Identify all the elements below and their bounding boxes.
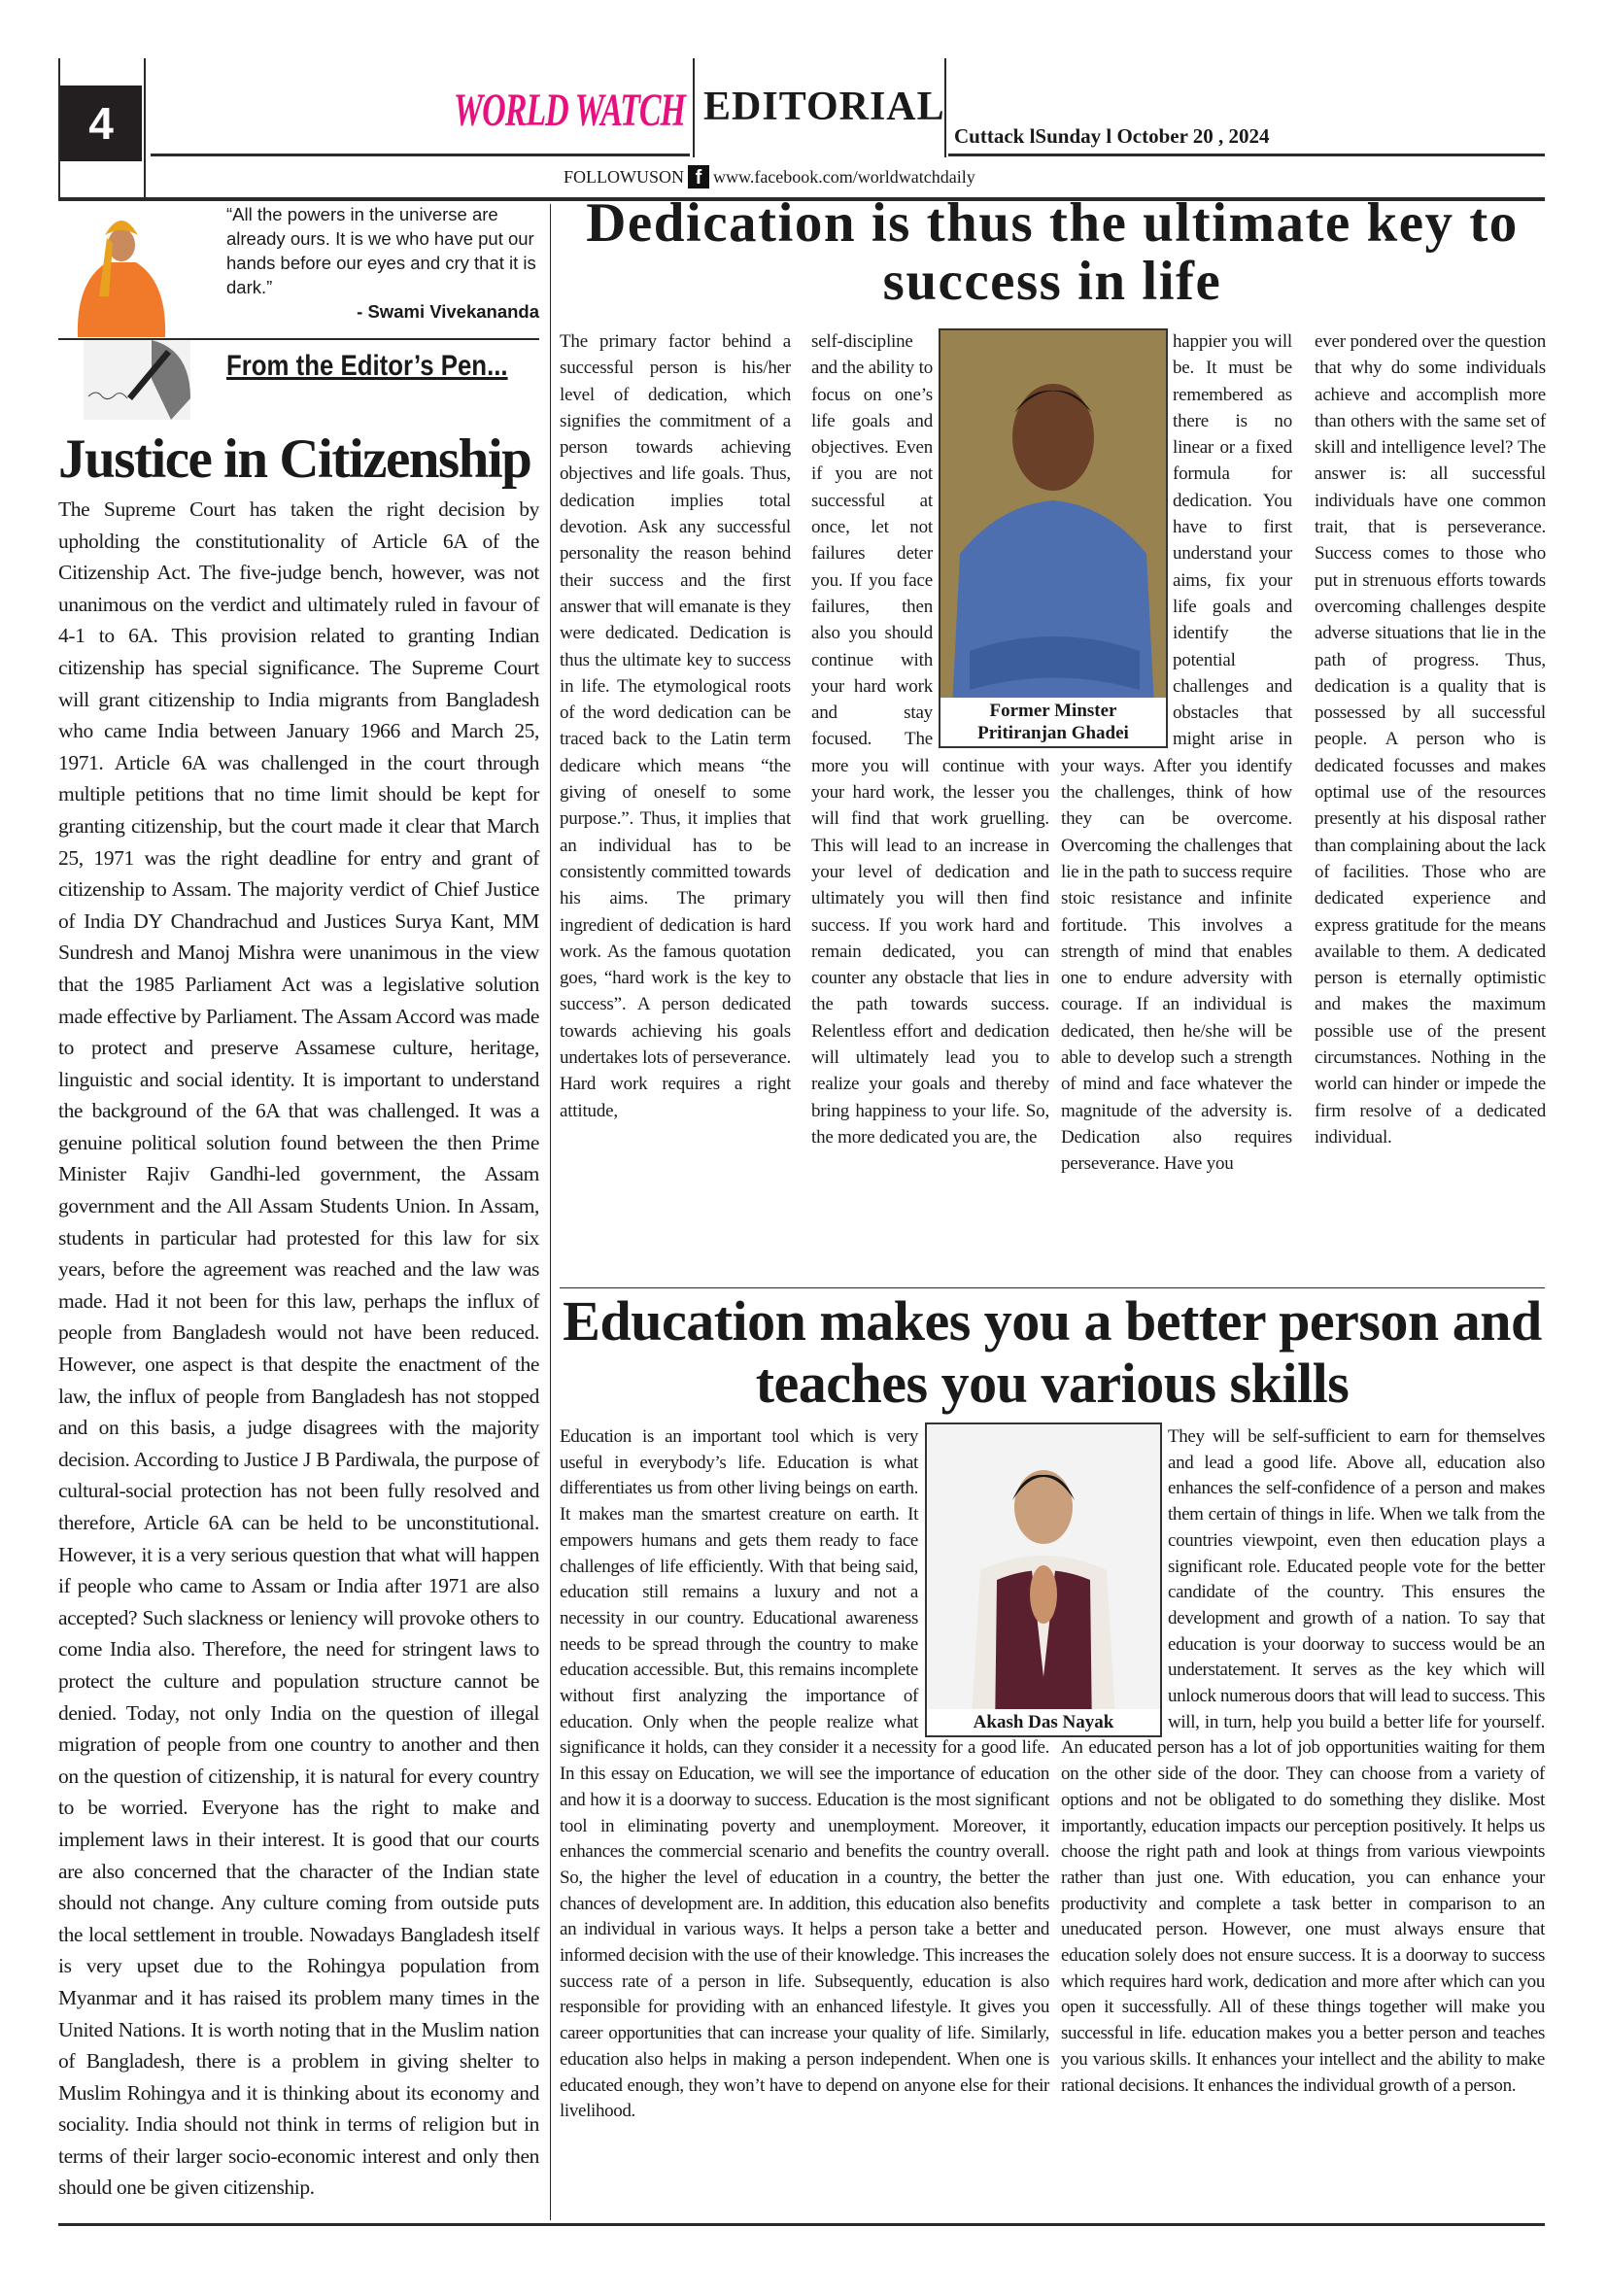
header-rule: [144, 58, 146, 200]
article1-text: The primary factor behind a successful person is his/her level of dedication, which signifies the commitment of a person towards achieving objectives and life goals. Thus, dedication implies total devotion. Ask any successful personality the reason behind their success and the first answer that will emanate is they were dedicated. Dedication is thus the ultimate key to success in life. The etymological roots of the word dedication can be traced back to the Latin term dedicare which means “the giving of oneself to some purpose.”. Thus, it implies that an individual has to be consistently committed towards his aims. The primary ingredient of dedication is hard work. As the famous quotation goes, “hard work is the key to success”. A person dedicated towards achieving his goals undertakes lots of perseverance. Hard work requires a right attitude,: [560, 331, 791, 1121]
editorial-body: The Supreme Court has taken the right decision by upholding the constitutionality of Article 6A of the Citizenship Act. The five-judge bench, however, was not unanimous on the verdict and ultimately ruled in favour of 4-1 to 6A. This provision related to granting Indian citizenship has special significance. The Supreme Court will grant citizenship to India migrants from Bangladesh who came India between January 1966 and March 25, 1971. Article 6A was challenged in the court through multiple petitions that no time limit should be kept for granting citizenship, but the court made it clear that March 25, 1971 was the right deadline for entry and grant of citizenship to Assam. The majority verdict of Chief Justice of India DY Chandrachud and Justices Surya Kant, MM Sundresh and Manoj Mishra were unanimous in the view that the 1985 Parliament Act was a legislative solution made effective by Parliament. The Assam Accord was made to protect and preserve Assamese culture, heritage, linguistic and social identity. It is important to understand the background of the 6A that was challenged. It was a genuine political solution found between the then Prime Minister Rajiv Gandhi-led government, the Assam government and the All Assam Students Union. In Assam, students in particular had protested for this law for six years, before the agreement was reached and the law was made. Had it not been for this law, perhaps the influx of people from Bangladesh would not have been reduced. However, one aspect is that despite the enactment of the law, the influx of people from Bangladesh has not stopped and on this basis, a judge disagrees with the majority decision. According to Justice J B Pardiwala, the purpose of cultural-social protection has not been fully resolved and therefore, Article 6A can be held to be unconstitutional. However, it is a very serious question that what will happen if people who came to Assam or India after 1971 are also accepted? Such slackness or leniency will provoke others to come India also. Therefore, the need for stringent laws to protect the culture and population structure cannot be denied. Today, not only India on the question of illegal migration of people from one country to another and then on the question of citizenship, it is natural for every country to be worried. Everyone has the right to make and implement laws in their interest. It is good that our courts are also concerned that the character of the Indian state should not change. Any culture coming from outside puts the local settlement in trouble. Nowadays Bangladesh itself is very upset due to the Rohingya population from Myanmar and it has raised its problem many times in the United Nations. It is worth noting that in the Muslim nation of Bangladesh, there is a problem in giving shelter to Muslim Rohingya and it is thinking about its economy and sociality. India should not think in terms of religion but in terms of their larger socio-economic interest and only then should one be given citizenship.: [58, 497, 539, 2200]
quote-author: - Swami Vivekananda: [357, 301, 539, 322]
world-watch-logo: WORLD WATCH: [453, 86, 685, 137]
facebook-icon: f: [688, 165, 709, 188]
article1-text: happier you will be. It must be remembered as there is no linear or a fixed formula for dedication. You have to first understand your aims, fix your life goals and identify the potential challenges and obstacles that might arise in your ways. After you identify the challenges, think of how they can be overcome. Overcoming the challenges that lie in the path to success require stoic resistance and infinite fortitude. This involves a strength of mind that enables one to endure adversity with courage. If an individual is dedicated, then he/she will be able to develop such a strength of mind and face whatever the magnitude of the adversity is. Dedication also requires perseverance. Have you: [1061, 331, 1292, 1175]
photo-caption: [940, 698, 1166, 746]
section-title: EDITORIAL: [703, 85, 945, 129]
article1-text: self-discipline and the ability to focus on one’s life goals and objectives. Even if you are not successful at once, let not failures deter you. If you face failures, then also you should continue with your hard work and stay focused. The more you will continue with your hard work, the lesser you will find that work gruelling. This will lead to an increase in your level of dedication and ultimately you will then find success. If you work hard and remain dedicated, you can counter any obstacle that lies in the path towards success. Relentless effort and dedication will ultimately lead you to realize your goals and thereby bring happiness to your life. So, the more dedicated you are, the: [811, 331, 1049, 1148]
editors-pen-title: From the Editor’s Pen...: [226, 350, 508, 382]
portrait-image: [927, 1424, 1160, 1735]
akash-das-nayak-photo: [925, 1422, 1162, 1737]
vivekananda-portrait: [68, 204, 170, 337]
dateline: Cuttack lSunday l October 20 , 2024: [954, 124, 1270, 148]
article1-headline: Dedication is thus the ultimate key to success in life: [586, 192, 1519, 312]
header-divider: [693, 58, 695, 157]
portrait-image: [940, 330, 1166, 746]
page-number: 4: [60, 86, 142, 161]
article2-headline: Education makes you a better person and teaches you various skills: [563, 1289, 1542, 1415]
editorial-title: Justice in Citizenship: [58, 428, 531, 490]
article2-text: Education is an important tool which is very useful in everybody’s life. Education is what differentiates us from other living beings on earth. It makes man the smartest creature on earth. It empowers humans and gets them ready to face challenges of life efficiently. With that being said, education still remains a luxury and not a necessity in our country. Educational awareness needs to be spread through the country to make education accessible. But, this remains incomplete without first analyzing the importance of education. Only when the people realize what significance it holds, can they consider it a necessity for a good life. In this essay on Education, we will see the importance of education and how it is a doorway to success. Education is the most significant tool in eliminating poverty and unemployment. Moreover, it enhances the commercial scenario and benefits the country overall. So, the higher the level of education in a country, the better the chances of development are. In addition, this education also benefits an individual in various ways. It helps a person take a better and informed decision with the use of their knowledge. This increases the success rate of a person in life. Subsequently, education is also responsible for providing with an enhanced lifestyle. It gives you career opportunities that can increase your quality of life. Similarly, education also helps in making a person independent. When one is educated enough, they won’t have to depend on anyone else for their livelihood.: [560, 1426, 1049, 2122]
header-underline: [948, 154, 1545, 156]
article1-text: ever pondered over the question that why do some individuals achieve and accomplish more than others with the same set of skill and intelligence level? The answer is: all successful individuals have one common trait, that is perseverance. Success comes to those who put in strenuous efforts towards overcoming challenges despite adverse situations that lie in the path of progress. Thus, dedication is a quality that is possessed by all successful people. A person who is dedicated focusses and makes optimal use of the resources presently at his disposal rather than complaining about the lack of facilities. Those who are dedicated experience and express gratitude for the means available to them. A dedicated person is eternally optimistic and makes the maximum possible use of the present circumstances. Nothing in the world can hinder or impede the firm resolve of a dedicated individual.: [1315, 331, 1546, 1148]
article1-column-1: [560, 328, 791, 1124]
caption-title: Former Minster: [989, 701, 1117, 721]
facebook-link[interactable]: www.facebook.com/worldwatchdaily: [713, 166, 975, 187]
quote-block: [226, 202, 539, 324]
article-divider: [560, 1287, 1545, 1288]
follow-us: [564, 165, 975, 188]
photo-caption: Akash Das Nayak: [927, 1709, 1160, 1735]
quote-text: “All the powers in the universe are already ours. It is we who have put our hands before our eyes and cry that it is dark.”: [226, 204, 536, 297]
footer-rule: [58, 2223, 1545, 2226]
pritiranjan-ghadei-photo: [939, 328, 1168, 748]
pen-writing-icon: [84, 340, 190, 420]
follow-label: FOLLOWUSON: [564, 166, 684, 187]
caption-name: Pritiranjan Ghadei: [977, 723, 1129, 743]
article1-column-4: [1315, 328, 1546, 1150]
column-divider: [550, 204, 551, 2220]
article2-text: They will be self-sufficient to earn for themselves and lead a good life. Above all, education also enhances the self-confidence of a person and makes them certain of things in life. When we talk from the countries viewpoint, even then education plays a significant role. Educated people vote for the better candidate of the country. This ensures the development and growth of a nation. To say that education is your doorway to success would be an understatement. It serves as the key which will unlock numerous doors that will lead to success. This will, in turn, help you build a better life for yourself. An educated person has a lot of job opportunities waiting for them on the other side of the door. They can choose from a variety of options and not be obligated to do something they dislike. Most importantly, education impacts our perception positively. It helps us choose the right path and look at things from various viewpoints rather than just one. With education, you can enhance your productivity and complete a task better in comparison to an uneducated person. However, one must always ensure that education solely does not ensure success. It is a doorway to success which requires hard work, dedication and more after which can you open it successfully. All of these things together will make you successful in life. education makes you a better person and teaches you various skills. It enhances your intellect and the ability to make rational decisions. It enhances the individual growth of a person.: [1061, 1426, 1545, 2096]
header-underline: [151, 154, 690, 156]
